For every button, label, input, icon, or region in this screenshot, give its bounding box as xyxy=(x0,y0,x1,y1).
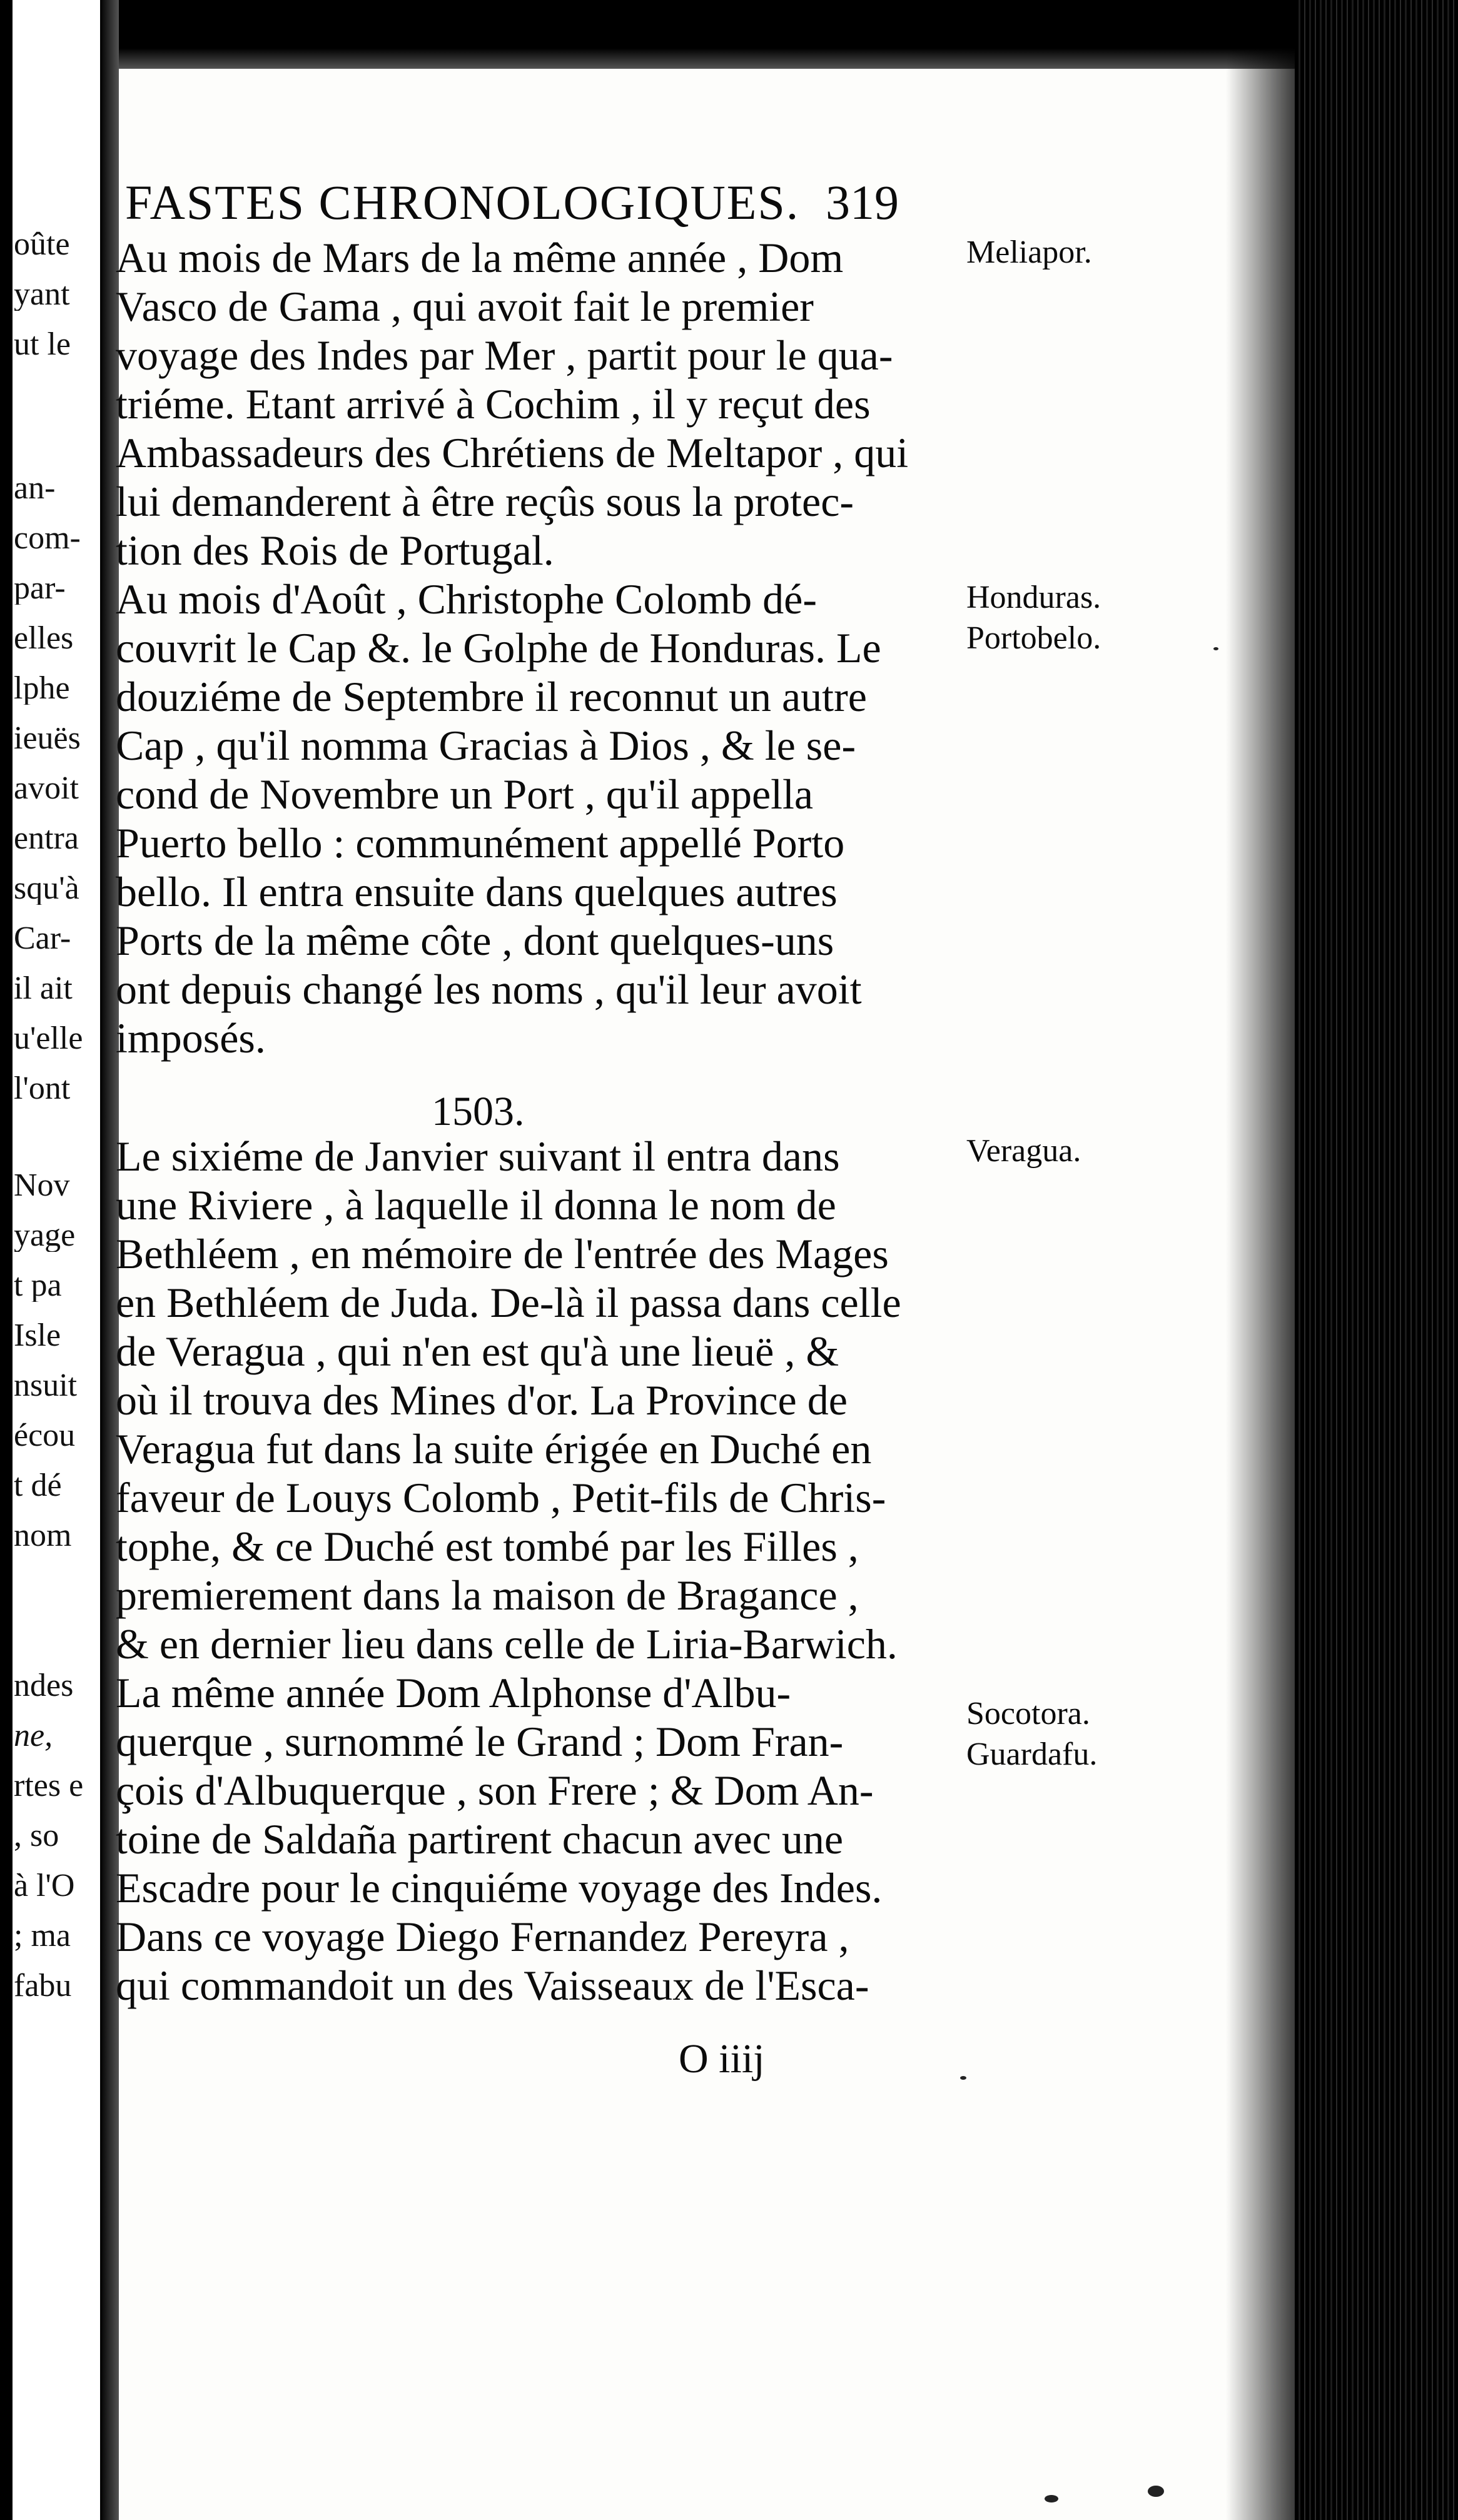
left-page-fragment: t pa xyxy=(14,1269,62,1302)
left-page-fragment: l'ont xyxy=(14,1072,71,1105)
ink-speck xyxy=(960,2076,966,2080)
left-page-fragment: ieuës xyxy=(14,722,81,755)
left-page-fragment: nsuit xyxy=(14,1369,78,1402)
body-line: imposés. xyxy=(116,1014,266,1062)
body-line: de Veragua , qui n'en est qu'à une lieuë , & xyxy=(116,1328,839,1375)
body-line: bello. Il entra ensuite dans quelques autres xyxy=(116,868,838,915)
margin-note: Portobelo. xyxy=(966,620,1101,656)
body-line: Ports de la même côte , dont quelques-uns xyxy=(116,917,834,964)
left-page-fragment: ut le xyxy=(14,328,71,361)
left-page-fragment: com- xyxy=(14,522,81,555)
body-line: Vasco de Gama , qui avoit fait le premier xyxy=(116,283,814,330)
body-line: & en dernier lieu dans celle de Liria-Barwich. xyxy=(116,1620,898,1668)
left-page-fragment: Isle xyxy=(14,1319,61,1352)
ink-speck xyxy=(1045,2495,1058,2502)
body-line: Au mois de Mars de la même année , Dom xyxy=(116,234,844,281)
body-line: où il trouva des Mines d'or. La Province de xyxy=(116,1376,848,1424)
body-line: cond de Novembre un Port , qu'il appella xyxy=(116,770,814,818)
body-line: faveur de Louys Colomb , Petit-fils de Chris- xyxy=(116,1474,886,1521)
margin-note: Veragua. xyxy=(966,1133,1081,1169)
left-page-fragment: il ait xyxy=(14,972,73,1005)
left-page-fragment: écou xyxy=(14,1419,76,1452)
running-title: FASTES CHRONOLOGIQUES. xyxy=(125,175,800,229)
body-line: çois d'Albuquerque , son Frere ; & Dom An- xyxy=(116,1767,874,1814)
body-line: lui demanderent à être reçûs sous la protec- xyxy=(116,478,854,525)
left-page-fragment: nom xyxy=(14,1520,72,1552)
left-page-fragment: ; ma xyxy=(14,1920,71,1952)
body-line: Au mois d'Août , Christophe Colomb dé- xyxy=(116,575,818,623)
body-line: toine de Saldaña partirent chacun avec une xyxy=(116,1815,844,1863)
page-number: 319 xyxy=(826,175,899,229)
body-line: une Riviere , à laquelle il donna le nom de xyxy=(116,1181,836,1229)
body-line: douziéme de Septembre il reconnut un autre xyxy=(116,673,867,720)
left-page-fragment: u'elle xyxy=(14,1022,83,1055)
year-heading: 1503. xyxy=(432,1089,525,1134)
page-top-edge xyxy=(119,0,1295,69)
body-line: Bethléem , en mémoire de l'entrée des Mages xyxy=(116,1230,889,1278)
left-page-fragment: entra xyxy=(14,822,79,855)
body-line: querque , surnommé le Grand ; Dom Fran- xyxy=(116,1718,844,1765)
ink-speck xyxy=(1148,2486,1164,2497)
left-page-fragment: oûte xyxy=(14,228,70,261)
left-page-fragment: yant xyxy=(14,278,70,311)
left-page-fragment: ne, xyxy=(14,1720,53,1752)
signature-mark: O iiij xyxy=(679,2036,765,2082)
body-line: Ambassadeurs des Chrétiens de Meltapor , qui xyxy=(116,429,909,476)
body-line: Dans ce voyage Diego Fernandez Pereyra , xyxy=(116,1913,849,1960)
body-line: ont depuis changé les noms , qu'il leur avoit xyxy=(116,965,862,1013)
left-page-fragment: lphe xyxy=(14,672,70,705)
left-page-fragment: , so xyxy=(14,1820,59,1852)
left-page-fragment: t dé xyxy=(14,1469,62,1502)
binding-shadow xyxy=(0,0,13,2520)
body-line: Veragua fut dans la suite érigée en Duché en xyxy=(116,1425,872,1473)
left-page-fragment: Nov xyxy=(14,1169,70,1202)
margin-note: Socotora. xyxy=(966,1696,1090,1731)
body-line: Puerto bello : communément appellé Porto xyxy=(116,819,845,867)
body-line: tophe, & ce Duché est tombé par les Filles , xyxy=(116,1523,859,1570)
body-line: voyage des Indes par Mer , partit pour le qua- xyxy=(116,331,893,379)
margin-note: Honduras. xyxy=(966,580,1101,615)
left-page-fragment: avoit xyxy=(14,772,79,805)
left-page-fragment: à l'O xyxy=(14,1870,75,1902)
body-line: triéme. Etant arrivé à Cochim , il y reçut des xyxy=(116,380,871,428)
scan-background xyxy=(1295,0,1458,2520)
left-page-fragment: rtes e xyxy=(14,1770,84,1802)
body-line: couvrit le Cap &. le Golphe de Honduras. Le xyxy=(116,624,881,672)
left-page-fragment: elles xyxy=(14,622,74,655)
margin-note: Guardafu. xyxy=(966,1736,1098,1772)
body-line: tion des Rois de Portugal. xyxy=(116,527,554,574)
body-line: premierement dans la maison de Bragance , xyxy=(116,1571,859,1619)
body-line: Escadre pour le cinquiéme voyage des Indes. xyxy=(116,1864,883,1912)
left-page-fragment: squ'à xyxy=(14,872,79,905)
left-page-fragment: par- xyxy=(14,572,66,605)
body-line: Cap , qu'il nomma Gracias à Dios , & le se- xyxy=(116,722,856,769)
left-page-fragment: an- xyxy=(14,472,56,505)
left-page-fragment: yage xyxy=(14,1219,76,1252)
body-line: Le sixiéme de Janvier suivant il entra dans xyxy=(116,1132,840,1180)
left-page-fragment: ndes xyxy=(14,1670,74,1702)
left-page-fragment: Car- xyxy=(14,922,71,955)
left-page-fragment: fabu xyxy=(14,1970,72,2002)
ink-speck xyxy=(1213,647,1218,650)
body-line: La même année Dom Alphonse d'Albu- xyxy=(116,1669,791,1716)
adjacent-page-strip xyxy=(0,0,100,2520)
body-line: en Bethléem de Juda. De-là il passa dans celle xyxy=(116,1279,901,1326)
body-line: qui commandoit un des Vaisseaux de l'Esca- xyxy=(116,1962,869,2009)
margin-note: Meliapor. xyxy=(966,234,1092,270)
